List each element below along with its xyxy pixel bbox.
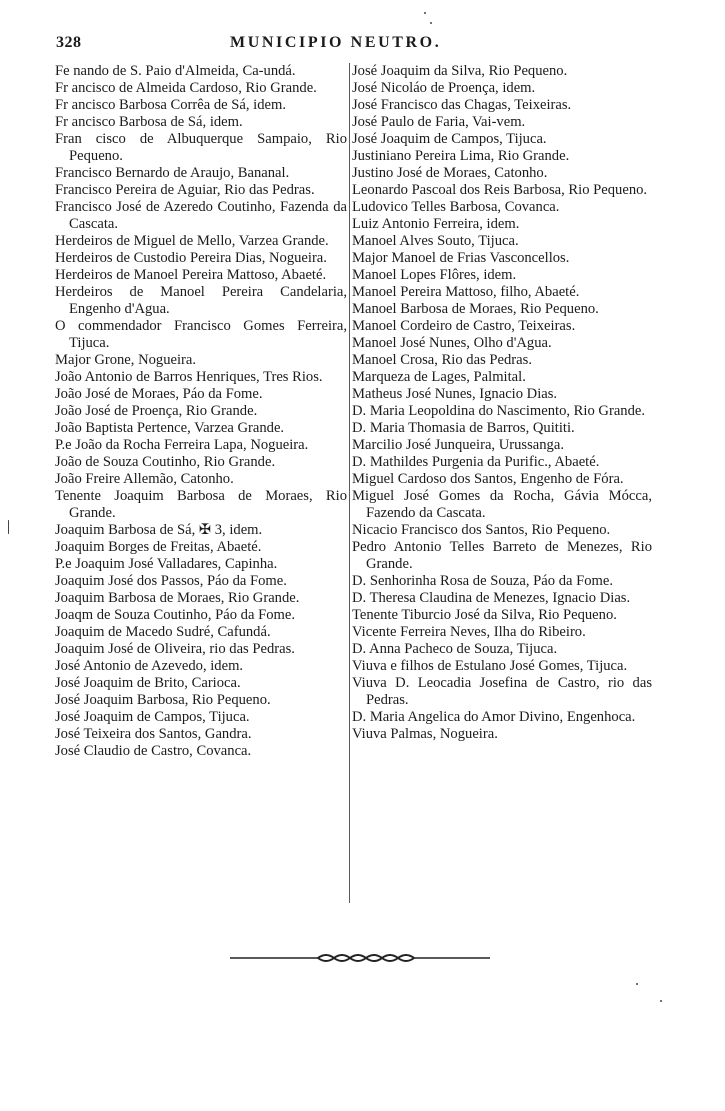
print-speck: [8, 520, 9, 534]
directory-entry: Manoel José Nunes, Olho d'Agua.: [352, 335, 552, 351]
directory-entry: José Joaquim Barbosa, Rio Pequeno.: [55, 692, 271, 708]
directory-entry: Joaqm de Souza Coutinho, Páo da Fome.: [55, 607, 295, 623]
directory-entry: Luiz Antonio Ferreira, idem.: [352, 216, 520, 232]
directory-entry: Ludovico Telles Barbosa, Covanca.: [352, 199, 560, 215]
directory-entry: Manoel Barbosa de Moraes, Rio Pequeno.: [352, 301, 599, 317]
directory-entry: Nicacio Francisco dos Santos, Rio Pequeno.: [352, 522, 611, 538]
directory-entry: Major Grone, Nogueira.: [55, 352, 197, 368]
directory-entry: Marqueza de Lages, Palmital.: [352, 369, 526, 385]
directory-entry: Herdeiros de Manoel Pereira Candelaria, Engenho d'Agua.: [55, 284, 347, 317]
directory-entry: O commendador Francisco Gomes Ferreira, Tijuca.: [55, 318, 347, 351]
directory-entry: João Baptista Pertence, Varzea Grande.: [55, 420, 285, 436]
print-speck: [660, 1000, 662, 1002]
directory-entry: Joaquim José de Oliveira, rio das Pedras.: [55, 641, 295, 657]
directory-entry: Francisco Pereira de Aguiar, Rio das Pedras.: [55, 182, 315, 198]
directory-entry: D. Maria Leopoldina do Nascimento, Rio Grande.: [352, 403, 646, 419]
directory-entry: José Claudio de Castro, Covanca.: [55, 743, 252, 759]
directory-entry: Manoel Crosa, Rio das Pedras.: [352, 352, 532, 368]
print-speck: [424, 12, 426, 14]
directory-entry: Miguel Cardoso dos Santos, Engenho de Fóra.: [352, 471, 624, 487]
directory-entry: Marcilio José Junqueira, Urussanga.: [352, 437, 564, 453]
directory-entry: José Francisco das Chagas, Teixeiras.: [352, 97, 572, 113]
directory-entry: Viuva D. Leocadia Josefina de Castro, rio das Pedras.: [352, 675, 652, 708]
directory-entry: Tenente Joaquim Barbosa de Moraes, Rio Grande.: [55, 488, 347, 521]
directory-entry: José Antonio de Azevedo, idem.: [55, 658, 244, 674]
directory-entry: José Teixeira dos Santos, Gandra.: [55, 726, 252, 742]
running-title: MUNICIPIO NEUTRO.: [230, 34, 442, 51]
directory-entry: D. Mathildes Purgenia da Purific., Abaeté.: [352, 454, 600, 470]
directory-entry: João de Souza Coutinho, Rio Grande.: [55, 454, 276, 470]
print-speck: [636, 983, 638, 985]
directory-entry: Manoel Lopes Flôres, idem.: [352, 267, 517, 283]
directory-entry: P.e João da Rocha Ferreira Lapa, Nogueira.: [55, 437, 309, 453]
column-divider: [349, 63, 350, 903]
directory-entry: Pedro Antonio Telles Barreto de Menezes, Rio Grande.: [352, 539, 652, 572]
directory-entry: Manoel Alves Souto, Tijuca.: [352, 233, 519, 249]
directory-entry: Herdeiros de Manoel Pereira Mattoso, Abaeté.: [55, 267, 327, 283]
directory-entry: Manoel Cordeiro de Castro, Teixeiras.: [352, 318, 576, 334]
directory-entry: Justino José de Moraes, Catonho.: [352, 165, 548, 181]
directory-entry: Miguel José Gomes da Rocha, Gávia Mócca, Fazendo da Cascata.: [352, 488, 652, 521]
directory-entry: P.e Joaquim José Valladares, Capinha.: [55, 556, 278, 572]
end-ornament: [230, 948, 490, 968]
directory-entry: Justiniano Pereira Lima, Rio Grande.: [352, 148, 570, 164]
page-header: [56, 34, 671, 56]
directory-entry: Fr ancisco Barbosa Corrêa de Sá, idem.: [55, 97, 286, 113]
directory-entry: Fr ancisco de Almeida Cardoso, Rio Grande.: [55, 80, 317, 96]
directory-entry: Herdeiros de Miguel de Mello, Varzea Grande.: [55, 233, 329, 249]
directory-entry: Joaquim José dos Passos, Páo da Fome.: [55, 573, 287, 589]
directory-entry: D. Maria Thomasia de Barros, Quititi.: [352, 420, 575, 436]
directory-entry: Viuva Palmas, Nogueira.: [352, 726, 498, 742]
directory-entry: D. Theresa Claudina de Menezes, Ignacio Dias.: [352, 590, 631, 606]
directory-entry: Tenente Tiburcio José da Silva, Rio Pequeno.: [352, 607, 617, 623]
directory-entry: João José de Proença, Rio Grande.: [55, 403, 258, 419]
directory-entry: Major Manoel de Frias Vasconcellos.: [352, 250, 570, 266]
directory-entry: José Joaquim da Silva, Rio Pequeno.: [352, 63, 568, 79]
directory-entry: Manoel Pereira Mattoso, filho, Abaeté.: [352, 284, 580, 300]
directory-entry: Joaquim Barbosa de Moraes, Rio Grande.: [55, 590, 300, 606]
right-column: [352, 63, 652, 743]
directory-entry: João Antonio de Barros Henriques, Tres Rios.: [55, 369, 323, 385]
directory-entry: Francisco José de Azeredo Coutinho, Fazenda da Cascata.: [55, 199, 347, 232]
directory-entry: João José de Moraes, Páo da Fome.: [55, 386, 263, 402]
directory-entry: D. Maria Angelica do Amor Divino, Engenhoca.: [352, 709, 636, 725]
directory-entry: Joaquim Barbosa de Sá, ✠ 3, idem.: [55, 522, 263, 538]
directory-entry: Fe nando de S. Paio d'Almeida, Ca-undá.: [55, 63, 296, 79]
directory-entry: Matheus José Nunes, Ignacio Dias.: [352, 386, 558, 402]
page-number: 328: [56, 34, 82, 51]
directory-entry: Viuva e filhos de Estulano José Gomes, Tijuca.: [352, 658, 628, 674]
directory-entry: D. Senhorinha Rosa de Souza, Páo da Fome.: [352, 573, 614, 589]
directory-entry: José Paulo de Faria, Vai-vem.: [352, 114, 526, 130]
directory-entry: Francisco Bernardo de Araujo, Bananal.: [55, 165, 290, 181]
directory-entry: Fr ancisco Barbosa de Sá, idem.: [55, 114, 243, 130]
directory-entry: Joaquim Borges de Freitas, Abaeté.: [55, 539, 262, 555]
directory-entry: Fran cisco de Albuquerque Sampaio, Rio Pequeno.: [55, 131, 347, 164]
directory-entry: Vicente Ferreira Neves, Ilha do Ribeiro.: [352, 624, 586, 640]
directory-entry: José Joaquim de Brito, Carioca.: [55, 675, 241, 691]
directory-entry: Leonardo Pascoal dos Reis Barbosa, Rio Pequeno.: [352, 182, 648, 198]
directory-entry: Herdeiros de Custodio Pereira Dias, Nogueira.: [55, 250, 327, 266]
directory-entry: João Freire Allemão, Catonho.: [55, 471, 234, 487]
directory-entry: Joaquim de Macedo Sudré, Cafundá.: [55, 624, 271, 640]
left-column: [55, 63, 347, 760]
directory-entry: D. Anna Pacheco de Souza, Tijuca.: [352, 641, 558, 657]
directory-entry: José Joaquim de Campos, Tijuca.: [55, 709, 250, 725]
directory-entry: José Nicoláo de Proença, idem.: [352, 80, 536, 96]
print-speck: [430, 22, 432, 24]
directory-entry: José Joaquim de Campos, Tijuca.: [352, 131, 547, 147]
